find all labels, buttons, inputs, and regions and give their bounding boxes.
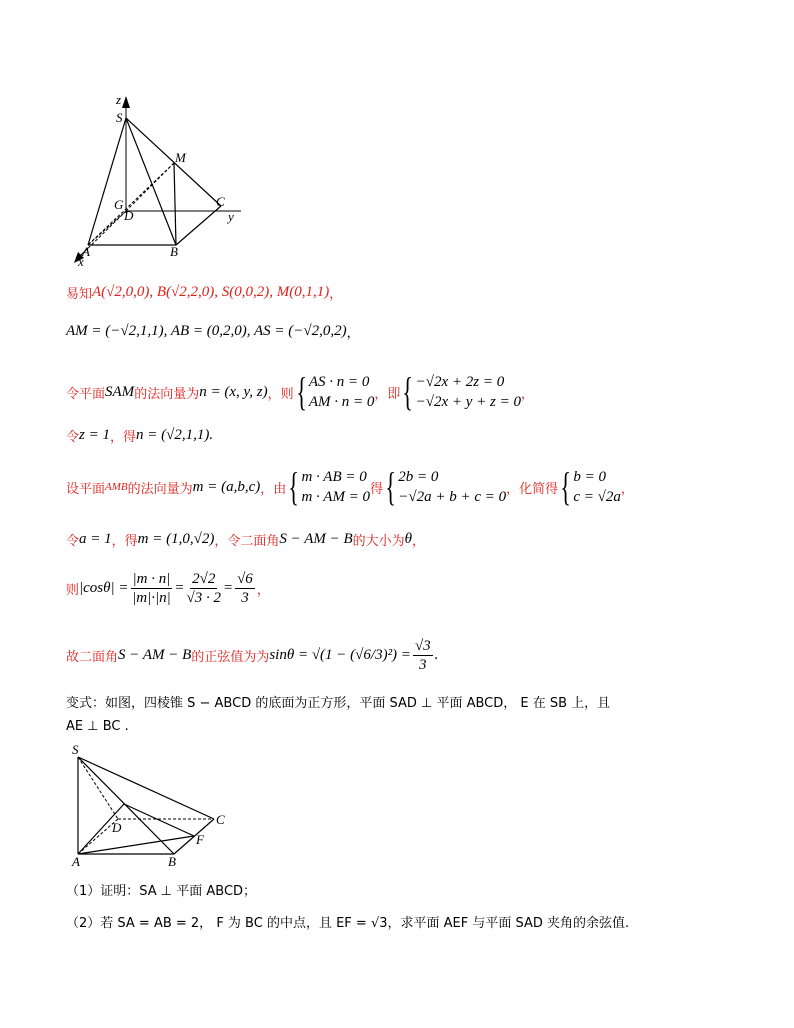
svg-text:A: A <box>72 854 80 869</box>
svg-text:C: C <box>216 812 225 827</box>
label-x: x <box>78 254 84 268</box>
figure-pyramid-axes <box>66 88 266 268</box>
math-vectors: AM = (−√2,1,1), AB = (0,2,0), AS = (−√2,0,2) <box>66 322 347 339</box>
variant-text-line2: AE ⊥ BC . <box>66 719 129 734</box>
solution-line-vectors: AM = (−√2,1,1), AB = (0,2,0), AS = (−√2,0,2) ， <box>66 322 360 341</box>
label-c: C <box>216 194 225 209</box>
solution-line-normal-m: 设平面 AMB 的法向量为 m = (a,b,c) ，由 { m · AB = 0 m · AM = 0 得 { 2b = 0 −√2a + b + c = 0 ，化简得 { b = 0 c = √2a ， <box>66 464 634 509</box>
svg-text:D: D <box>112 820 122 835</box>
label-a: A <box>82 244 90 259</box>
label-y: y <box>228 209 234 224</box>
solution-line-n-value: 令 z = 1 ，得 n = (√2,1,1) . <box>66 426 214 445</box>
question-1: （1）证明：SA ⊥ 平面 ABCD； <box>66 884 257 899</box>
solution-line-sin: 故二面角 S − AM − B 的正弦值为为 sinθ = √(1 − (√6/3)²) = $\frac{√3}{3}$ . <box>66 637 439 673</box>
label-d: D <box>124 208 134 223</box>
label-g: G <box>114 197 124 212</box>
label-z: z <box>116 92 122 107</box>
label-b: B <box>170 244 178 259</box>
variant-text-line1: 变式：如图，四棱锥 S − ABCD 的底面为正方形，平面 SAD ⊥ 平面 ABCD， E 在 SB 上，且 <box>66 696 611 711</box>
system-2: { −√2x + 2z = 0 −√2x + y + z = 0 <box>402 369 521 414</box>
math-points: A(√2,0,0), B(√2,2,0), S(0,0,2), M(0,1,1) <box>92 283 330 300</box>
svg-text:B: B <box>168 854 176 869</box>
label-m: M <box>175 150 186 165</box>
label-s: S <box>116 110 123 125</box>
question-2: （2）若 SA = AB = 2， F 为 BC 的中点，且 EF = √3，求平面 AEF 与平面 SAD 夹角的余弦值. <box>66 916 630 931</box>
solution-line-m-value: 令 a = 1 ，得 m = (1,0,√2) ，令二面角 S − AM − B 的大小为 θ ， <box>66 530 426 549</box>
svg-text:S: S <box>72 742 79 757</box>
text-yizhi: 易知 <box>66 286 93 302</box>
system-1: { AS · n = 0 AM · n = 0 <box>295 369 375 414</box>
solution-line-normal-n: 令平面 SAM 的法向量为 n = (x, y, z) ，则 { AS · n = 0 AM · n = 0 ，即 { −√2x + 2z = 0 −√2x + y + z = 0 ， <box>66 369 534 414</box>
svg-text:F: F <box>196 832 204 847</box>
figure-pyramid-sabcd <box>66 742 246 872</box>
solution-line-points: 易知 A(√2,0,0), B(√2,2,0), S(0,0,2), M(0,1,1) ， <box>66 283 343 302</box>
solution-line-cos: 则 |cosθ| = $\frac{|m \cdot n|}{|m|\cdot|n|}$ = $\frac{2√2}{√3 \cdot 2}$ = $\frac{√6}{3}$ ， <box>66 570 270 606</box>
